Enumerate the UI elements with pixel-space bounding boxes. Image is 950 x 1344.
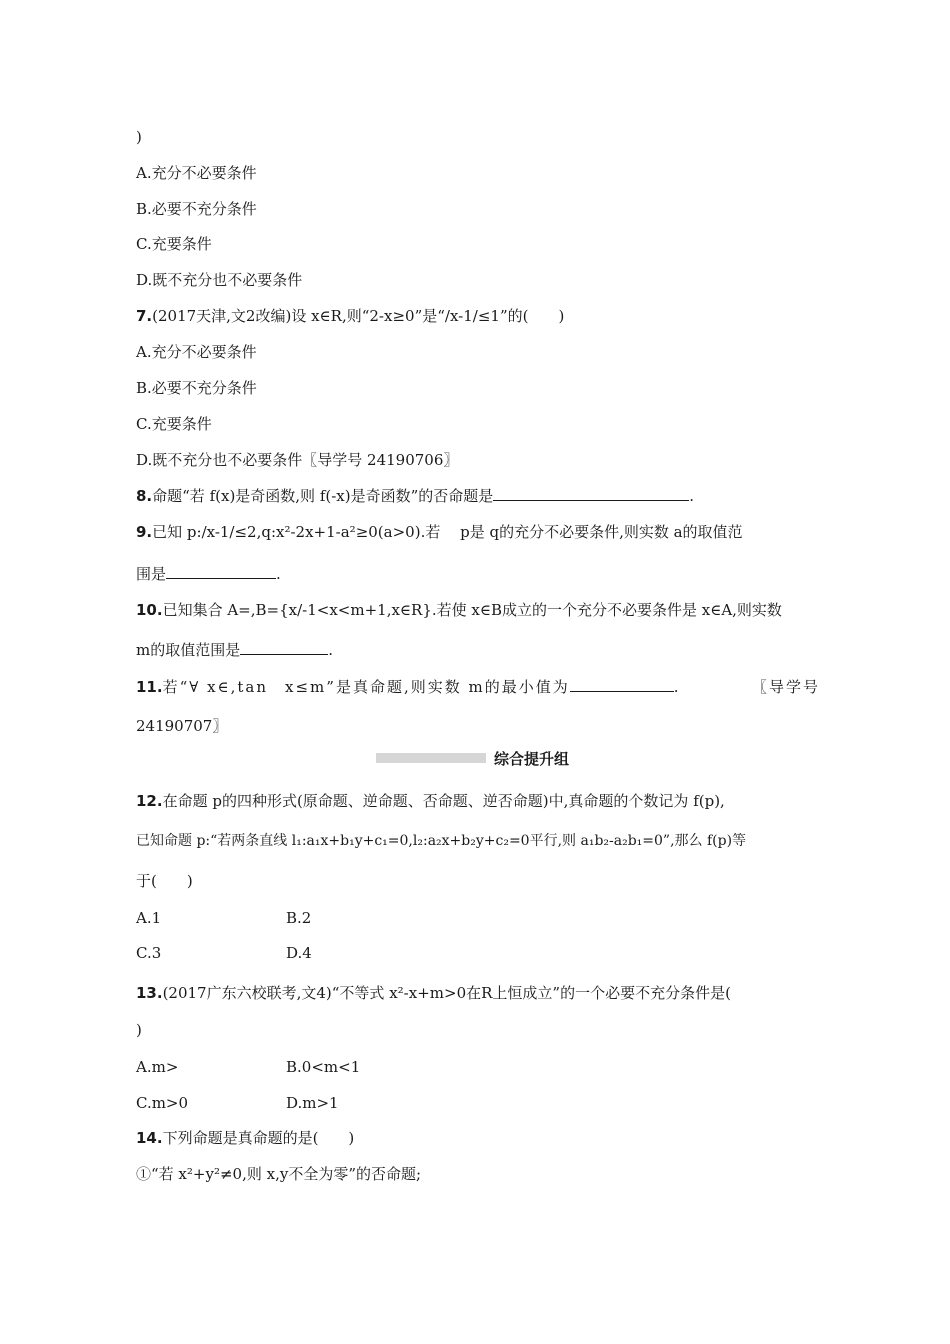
question-13 bbox=[136, 983, 820, 1003]
q7-option-a: A.充分不必要条件 bbox=[136, 343, 257, 361]
question-number: 7. bbox=[136, 307, 153, 325]
question-10-cont bbox=[136, 640, 820, 660]
q7-reference: 〖导学号 24190706〗 bbox=[302, 451, 459, 469]
question-10 bbox=[136, 600, 820, 620]
question-9-cont bbox=[136, 564, 820, 584]
q7-option-d-line bbox=[136, 450, 820, 470]
q6-option-d: D.既不充分也不必要条件 bbox=[136, 271, 303, 289]
punctuation: . bbox=[673, 678, 679, 696]
question-12 bbox=[136, 791, 820, 811]
question-text: 在命题 p的四种形式(原命题、逆命题、否命题、逆否命题)中,真命题的个数记为 f(p), bbox=[162, 792, 725, 810]
q13-option-b: B.0<m<1 bbox=[286, 1058, 361, 1076]
question-7 bbox=[136, 306, 820, 326]
section-title: 综合提升组 bbox=[494, 750, 570, 768]
punctuation: . bbox=[328, 641, 334, 659]
q7-option-d: D.既不充分也不必要条件 bbox=[136, 451, 303, 469]
q13-options-row2 bbox=[136, 1093, 820, 1113]
question-number: 9. bbox=[136, 523, 153, 541]
q12-option-d: D.4 bbox=[286, 944, 312, 962]
question-8 bbox=[136, 486, 820, 506]
question-text: (2017广东六校联考,文4)“不等式 x²-x+m>0在R上恒成立”的一个必要不充分条件是( bbox=[162, 984, 731, 1002]
q13-options-row1 bbox=[136, 1057, 820, 1077]
q6-option-c: C.充要条件 bbox=[136, 235, 212, 253]
question-text: 围是 bbox=[136, 565, 167, 583]
punctuation: . bbox=[689, 487, 695, 505]
q13-option-d: D.m>1 bbox=[286, 1094, 339, 1112]
q13-option-a: A.m> bbox=[136, 1058, 179, 1076]
q11-reference: 〖导学号 bbox=[751, 678, 820, 696]
q14-item-1: ①“若 x²+y²≠0,则 x,y不全为零”的否命题; bbox=[136, 1165, 422, 1183]
q6-tail: ) bbox=[136, 128, 142, 146]
question-number: 11. bbox=[136, 678, 163, 696]
question-number: 12. bbox=[136, 792, 163, 810]
question-14 bbox=[136, 1128, 820, 1148]
q12-option-a: A.1 bbox=[136, 909, 162, 927]
q11-reference-number: 24190707〗 bbox=[136, 717, 228, 735]
q6-option-b: B.必要不充分条件 bbox=[136, 200, 257, 218]
q7-option-b: B.必要不充分条件 bbox=[136, 379, 257, 397]
question-number: 10. bbox=[136, 601, 163, 619]
question-9 bbox=[136, 522, 820, 542]
q13-option-c: C.m>0 bbox=[136, 1094, 189, 1112]
question-text: 已知集合 A=,B={x/-1<x<m+1,x∈R}.若使 x∈B成立的一个充分不必要条件是 x∈A,则实数 bbox=[162, 601, 782, 619]
question-11 bbox=[136, 677, 820, 697]
answer-blank[interactable] bbox=[570, 677, 674, 692]
q7-option-c: C.充要条件 bbox=[136, 415, 212, 433]
question-text: 命题“若 f(x)是奇函数,则 f(-x)是奇函数”的否命题是 bbox=[152, 487, 494, 505]
answer-blank[interactable] bbox=[166, 564, 276, 579]
punctuation: . bbox=[276, 565, 281, 583]
q12-options-row2 bbox=[136, 943, 820, 963]
answer-blank[interactable] bbox=[240, 640, 328, 655]
section-header bbox=[376, 745, 606, 771]
q12-options-row1 bbox=[136, 908, 820, 928]
answer-blank[interactable] bbox=[493, 486, 689, 501]
question-text: 已知 p:/x-1/≤2,q:x²-2x+1-a²≥0(a>0).若 p是 q的充分不必要条件,则实数 a的取值范 bbox=[152, 523, 743, 541]
section-bar bbox=[376, 753, 486, 763]
question-12-cont: 已知命题 p:“若两条直线 l₁:a₁x+b₁y+c₁=0,l₂:a₂x+b₂y+c₂=0平行,则 a₁b₂-a₂b₁=0”,那么 f(p)等 bbox=[136, 833, 747, 849]
q6-option-a: A.充分不必要条件 bbox=[136, 164, 257, 182]
question-text: m的取值范围是 bbox=[136, 641, 241, 659]
question-number: 8. bbox=[136, 487, 153, 505]
question-text: (2017天津,文2改编)设 x∈R,则“2-x≥0”是“/x-1/≤1”的( ) bbox=[152, 307, 565, 325]
q12-option-b: B.2 bbox=[286, 909, 312, 927]
question-13-cont: ) bbox=[136, 1021, 142, 1039]
q12-option-c: C.3 bbox=[136, 944, 162, 962]
question-text: 下列命题是真命题的是( ) bbox=[162, 1129, 355, 1147]
question-number: 14. bbox=[136, 1129, 163, 1147]
question-text: 若“∀ x∈,tan x≤m”是真命题,则实数 m的最小值为 bbox=[162, 678, 570, 696]
question-number: 13. bbox=[136, 984, 163, 1002]
question-12-cont2: 于( ) bbox=[136, 872, 193, 890]
